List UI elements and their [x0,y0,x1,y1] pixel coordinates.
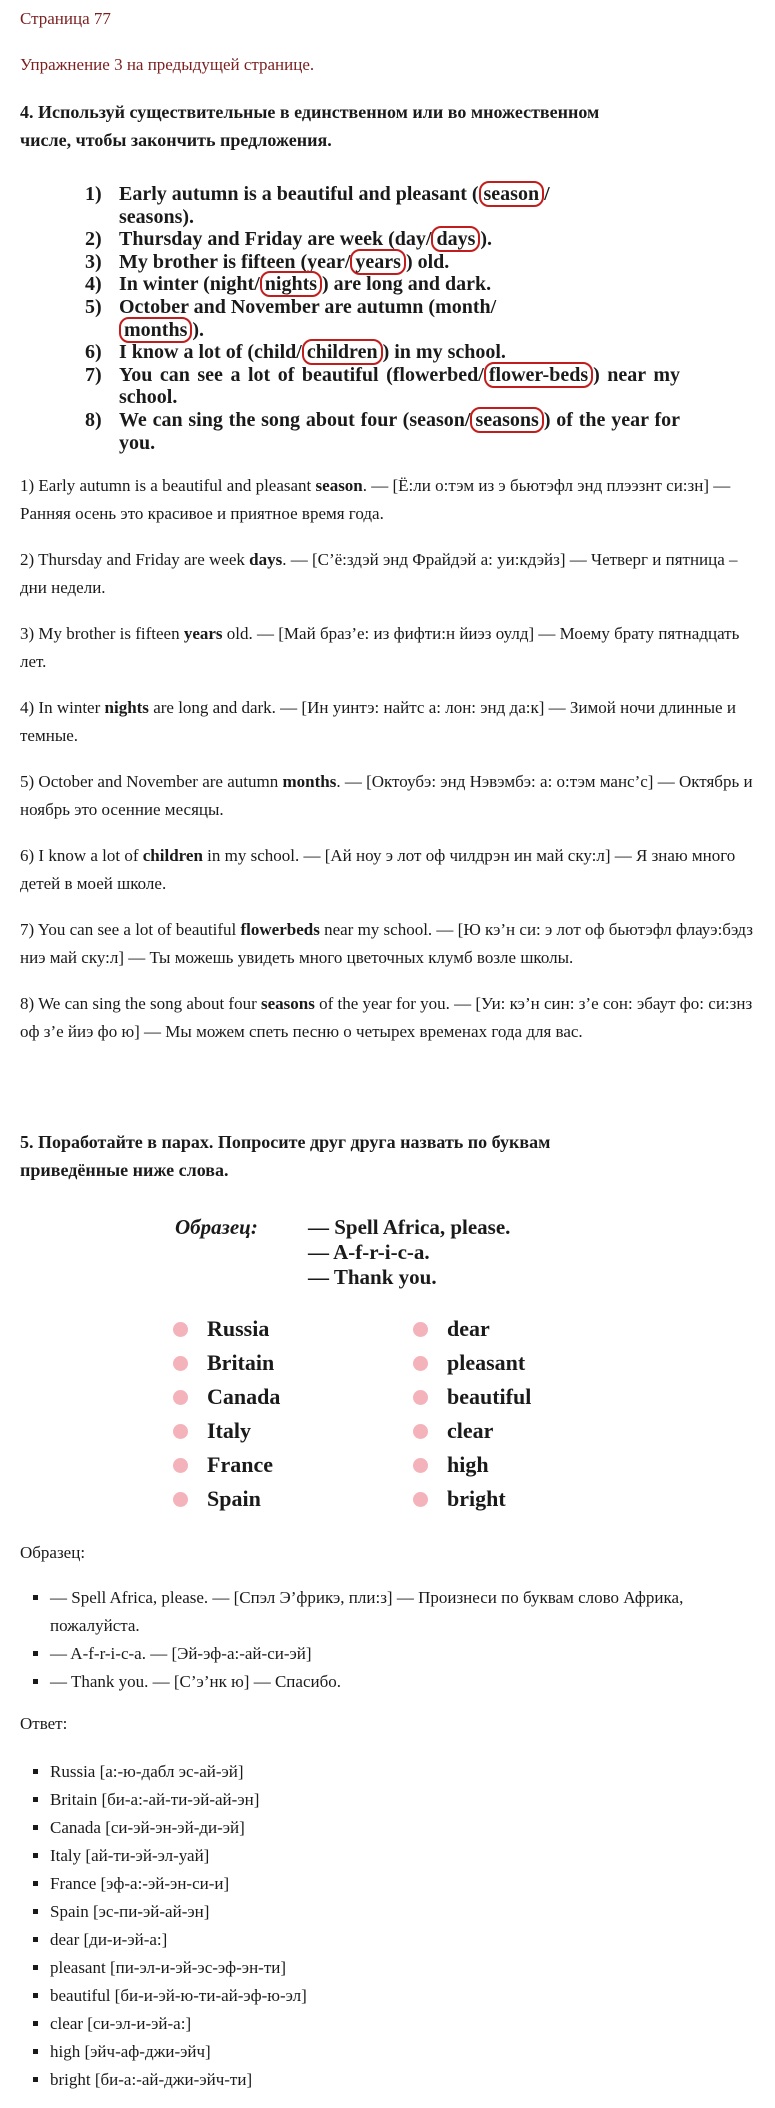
bullet-icon [413,1390,428,1405]
list-item: ▪ France [эф-а:-эй-эн-си-и] [50,1870,750,1898]
circled-answer: days [431,226,480,252]
exercise-sentence-2: 2) Thursday and Friday are week (day/ days ). [85,228,493,251]
word-item: bright [413,1482,633,1516]
bullet-icon [173,1356,188,1371]
circled-answer: seasons [470,407,543,433]
circled-answer: months [119,317,192,343]
word-item: clear [413,1414,633,1448]
words-right-column [413,1312,633,1516]
exercise-sentence-5: 5) October and November are autumn (month/ months ). [85,295,497,341]
word-item: Canada [173,1380,393,1414]
answer-paragraph: 4) In winter nights are long and dark. — [Ин уинтэ: найтс а: лон: энд да:к] — Зимой ночи длинные и темные. [20,698,736,745]
word-item: pleasant [413,1346,633,1380]
list-item: ▪ bright [би-а:-ай-джи-эйч-ти] [50,2066,750,2094]
circled-answer: nights [260,271,322,297]
bullet-icon [413,1356,428,1371]
word-item: Italy [173,1414,393,1448]
word-item: dear [413,1312,633,1346]
answer-paragraph: 6) I know a lot of children in my school. — [Ай ноу э лот оф чилдрэн ин май ску:л] — Я знаю много детей в моей школе. [20,846,736,893]
circled-answer: children [302,339,383,365]
exercise-sentence-1: 1) Early autumn is a beautiful and pleasant ( season / seasons). [85,183,550,228]
list-item: ▪ Britain [би-а:-ай-ти-эй-ай-эн] [50,1786,750,1814]
word-item: Britain [173,1346,393,1380]
exercise-sentence-3: 3) My brother is fifteen (year/ years ) old. [85,250,450,273]
answer-paragraph: 3) My brother is fifteen years old. — [Май браз’е: из фифти:н йиэз оулд] — Моему брату пятнадцать лет. [20,624,740,671]
task-4-title-line1: 4. Используй существительные в единственном или во множественном [20,102,600,122]
list-item: ▪ beautiful [би-и-эй-ю-ти-ай-эф-ю-эл] [50,1982,750,2010]
list-item: ▪ Spain [эс-пи-эй-ай-эн] [50,1898,750,1926]
bullet-icon [173,1424,188,1439]
word-item: France [173,1448,393,1482]
sample-text-label: Образец: [20,1543,86,1562]
answer-paragraph: 2) Thursday and Friday are week days. — [С’ё:здэй энд Фрайдэй а: уи:кдэйз] — Четверг и пятница – дни недели. [20,550,738,597]
bullet-icon [173,1458,188,1473]
list-item: ▪ — A-f-r-i-c-a. — [Эй-эф-а:-ай-си-эй] [50,1640,750,1668]
word-item: high [413,1448,633,1482]
answer-label: Ответ: [20,1714,68,1733]
list-item: ▪ Italy [ай-ти-эй-эл-уай] [50,1842,750,1870]
circled-answer: flower-beds [484,362,593,388]
word-item: Russia [173,1312,393,1346]
list-item: ▪ high [эйч-аф-джи-эйч] [50,2038,750,2066]
word-item: beautiful [413,1380,633,1414]
answer-paragraph: 5) October and November are autumn months. — [Октоубэ: энд Нэвэмбэ: а: о:тэм манс’с] — Октябрь и ноябрь это осенние месяцы. [20,772,753,819]
bullet-icon [173,1492,188,1507]
previous-exercise-link[interactable]: Упражнение 3 на предыдущей странице. [20,55,315,74]
exercise-sentence-8: 8) We can sing the song about four (season/ seasons ) of the year for you. [85,408,680,454]
sample-line-1: — Spell Africa, please. [308,1215,511,1239]
list-item: ▪ clear [си-эл-и-эй-а:] [50,2010,750,2038]
task-5-title-line2: приведённые ниже слова. [20,1160,229,1180]
bullet-icon [173,1322,188,1337]
bullet-icon [173,1390,188,1405]
words-left-column [173,1312,393,1516]
circled-answer: season [479,181,545,207]
list-item: ▪ — Thank you. — [С’э’нк ю] — Спасибо. [50,1668,750,1696]
exercise-sentence-6: 6) I know a lot of (child/ children ) in my school. [85,341,506,364]
word-item: Spain [173,1482,393,1516]
list-item: ▪ — Spell Africa, please. — [Спэл Э’фрикэ, пли:з] — Произнеси по буквам слово Африка, пожалуйста. [50,1584,750,1640]
answer-paragraph: 8) We can sing the song about four seasons of the year for you. — [Уи: кэ’н син: з’е сон: эбаут фо: си:знз оф з’е йиэ фо ю] — Мы можем спеть песню о четырех временах года для вас. [20,994,753,1041]
answers-5-list [20,1758,750,2094]
task-4-title [20,98,599,154]
list-item: ▪ Canada [си-эй-эн-эй-ди-эй] [50,1814,750,1842]
bullet-icon [413,1458,428,1473]
bullet-icon [413,1492,428,1507]
page-link[interactable]: Страница 77 [20,9,111,28]
bullet-icon [413,1322,428,1337]
bullet-icon [413,1424,428,1439]
sample-line-2: — A-f-r-i-c-a. [308,1240,430,1264]
circled-answer: years [350,249,406,275]
answer-paragraph: 7) You can see a lot of beautiful flowerbeds near my school. — [Ю кэ’н си: э лот оф бьютэфл флауэ:бэдз ниэ май ску:л] — Ты можешь увидеть много цветочных клумб возле школы. [20,920,753,967]
task-5-title [20,1128,550,1184]
list-item: ▪ dear [ди-и-эй-а:] [50,1926,750,1954]
list-item: ▪ Russia [а:-ю-дабл эс-ай-эй] [50,1758,750,1786]
exercise-sentence-4: 4) In winter (night/ nights ) are long and dark. [85,273,492,296]
list-item: ▪ pleasant [пи-эл-и-эй-эс-эф-эн-ти] [50,1954,750,1982]
answers-4-list [20,472,755,1064]
task-5-title-line1: 5. Поработайте в парах. Попросите друг друга назвать по буквам [20,1132,551,1152]
sample-text-list [20,1584,750,1696]
sample-line-3: — Thank you. [308,1265,437,1289]
task-4-title-line2: числе, чтобы закончить предложения. [20,130,332,150]
exercise-4-image [85,183,680,454]
answer-paragraph: 1) Early autumn is a beautiful and pleasant season. — [Ё:ли о:тэм из э бьютэфл энд плээзнт си:зн] — Ранняя осень это красивое и приятное время года. [20,476,731,523]
exercise-sentence-7: 7) You can see a lot of beautiful (flowerbed/ flower-beds ) near my school. [85,363,680,409]
sample-label: Образец: [175,1215,258,1239]
